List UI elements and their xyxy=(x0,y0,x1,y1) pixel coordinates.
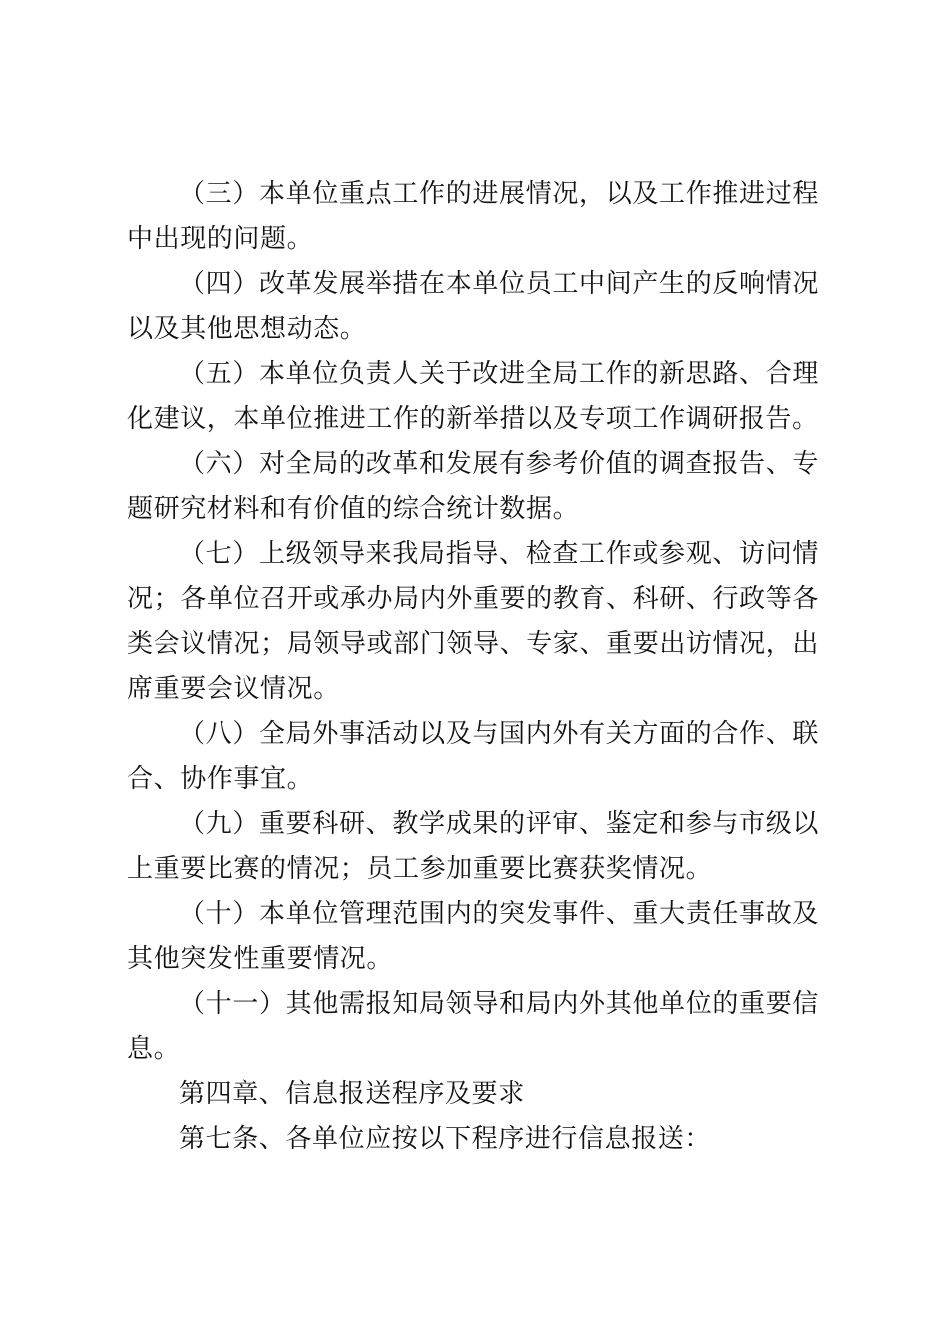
paragraph-item-7: （七）上级领导来我局指导、检查工作或参观、访问情况；各单位召开或承办局内外重要的教育、科研、行政等各类会议情况；局领导或部门领导、专家、重要出访情况，出席重要会议情况。 xyxy=(127,539,819,704)
paragraph-item-3: （三）本单位重点工作的进展情况，以及工作推进过程中出现的问题。 xyxy=(127,179,819,254)
paragraph-item-6: （六）对全局的改革和发展有参考价值的调查报告、专题研究材料和有价值的综合统计数据。 xyxy=(127,449,819,524)
paragraph-item-8: （八）全局外事活动以及与国内外有关方面的合作、联合、协作事宜。 xyxy=(127,719,819,794)
article-7-intro: 第七条、各单位应按以下程序进行信息报送： xyxy=(179,1124,712,1154)
chapter-heading: 第四章、信息报送程序及要求 xyxy=(179,1079,525,1109)
paragraph-item-10: （十）本单位管理范围内的突发事件、重大责任事故及其他突发性重要情况。 xyxy=(127,899,819,974)
paragraph-item-4: （四）改革发展举措在本单位员工中间产生的反响情况以及其他思想动态。 xyxy=(127,269,819,344)
paragraph-item-5: （五）本单位负责人关于改进全局工作的新思路、合理化建议，本单位推进工作的新举措以及专项工作调研报告。 xyxy=(127,359,819,434)
document-body xyxy=(127,172,819,1162)
paragraph-item-11: （十一）其他需报知局领导和局内外其他单位的重要信息。 xyxy=(127,989,819,1064)
paragraph-item-9: （九）重要科研、教学成果的评审、鉴定和参与市级以上重要比赛的情况；员工参加重要比赛获奖情况。 xyxy=(127,809,819,884)
